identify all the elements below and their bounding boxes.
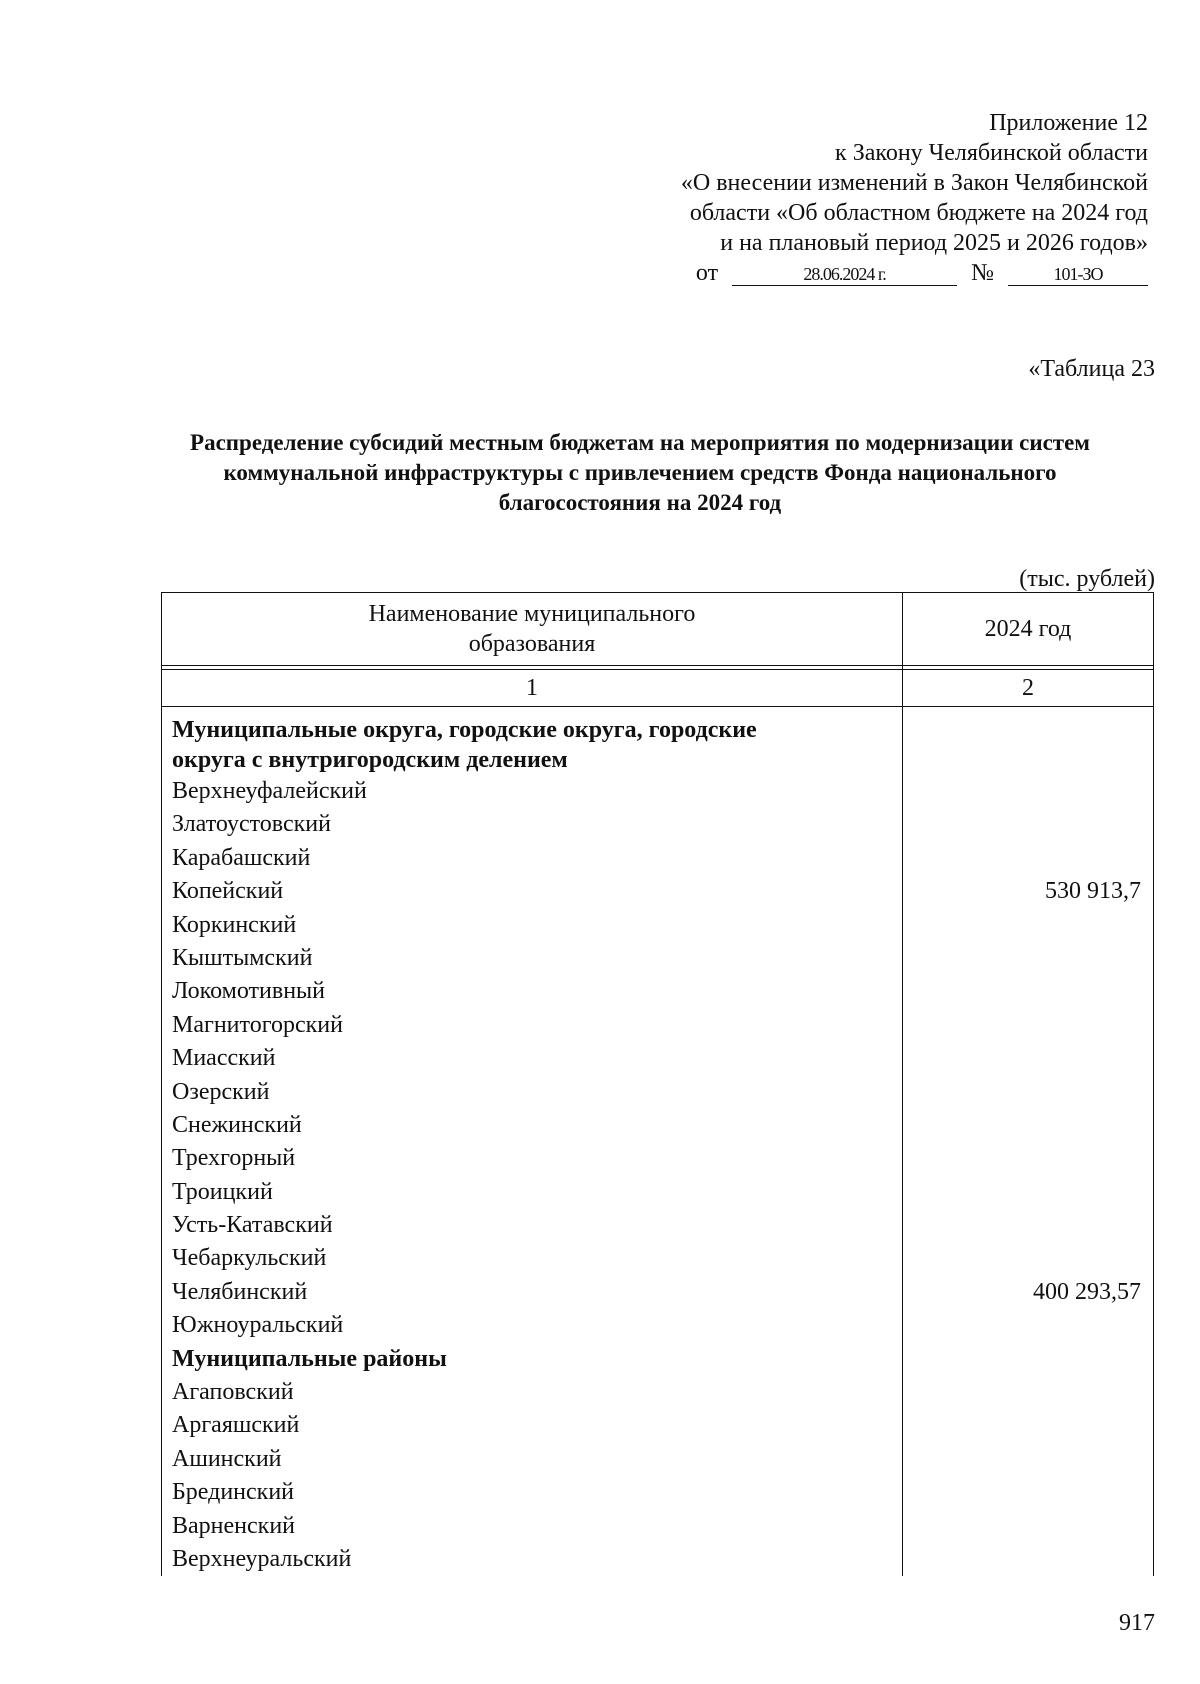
amount-value (903, 1543, 1141, 1576)
amount-value (903, 975, 1141, 1008)
amount-value (903, 1176, 1141, 1209)
amount-value (903, 775, 1141, 808)
table-body-row (162, 707, 1154, 1577)
municipality-name: Кыштымский (172, 944, 313, 971)
amount-column (903, 707, 1154, 1577)
municipality-name: Южноуральский (172, 1312, 344, 1339)
group-spacer (903, 1343, 1141, 1376)
column-number-row (162, 670, 1154, 707)
appendix-line: и на плановый период 2025 и 2026 годов» (720, 230, 1148, 256)
municipality-name: Аргаяшский (172, 1412, 300, 1439)
appendix-line: к Закону Челябинской области (835, 140, 1148, 166)
page-number: 917 (1119, 1610, 1155, 1636)
municipality-name: Трехгорный (172, 1145, 296, 1172)
municipality-name: Усть-Катавский (172, 1212, 333, 1239)
law-date-number-line (588, 258, 1148, 288)
municipality-name: Троицкий (172, 1178, 273, 1205)
amount-value (903, 1242, 1141, 1275)
law-number: 101-ЗО (1008, 263, 1148, 286)
amount-value (903, 1476, 1141, 1509)
amount-value: 400 293,57 (1033, 1278, 1141, 1305)
amount-value: 530 913,7 (1045, 878, 1141, 905)
amount-value (903, 1209, 1141, 1242)
table-header-row (162, 593, 1154, 666)
municipality-name: Верхнеуральский (172, 1545, 352, 1572)
from-label: от (695, 260, 719, 286)
subsidy-table (161, 592, 1154, 1576)
municipality-column (162, 707, 903, 1577)
group-title: Муниципальные районы (172, 1345, 447, 1372)
amount-value (903, 1510, 1141, 1543)
group-spacer (903, 715, 1141, 775)
law-date: 28.06.2024 г. (732, 263, 957, 286)
municipality-name: Агаповский (172, 1379, 294, 1406)
amount-value (903, 1443, 1141, 1476)
amount-value (903, 1142, 1141, 1175)
units-label: (тыс. рублей) (1019, 566, 1155, 592)
table-reference: «Таблица 23 (1028, 356, 1155, 382)
municipality-name: Коркинский (172, 911, 297, 938)
amount-value (903, 909, 1141, 942)
amount-value (903, 942, 1141, 975)
municipality-name: Варненский (172, 1512, 295, 1539)
amount-value (903, 1309, 1141, 1342)
municipality-name: Магнитогорский (172, 1011, 343, 1038)
appendix-block (588, 108, 1148, 288)
header-year: 2024 год (903, 593, 1154, 666)
municipality-name: Верхнеуфалейский (172, 778, 367, 804)
appendix-line: Приложение 12 (989, 110, 1148, 136)
number-label: № (971, 260, 994, 286)
municipality-name: Копейский (172, 878, 284, 905)
municipality-name: Снежинский (172, 1111, 302, 1138)
appendix-line: «О внесении изменений в Закон Челябинской (680, 170, 1148, 196)
column-number-2: 2 (903, 670, 1154, 707)
municipality-name: Златоустовский (172, 811, 331, 838)
municipality-name: Миасский (172, 1045, 276, 1072)
header-municipality (162, 593, 903, 666)
amount-value (903, 1009, 1141, 1042)
amount-value (903, 1076, 1141, 1109)
header-municipality-text: Наименование муниципального образования (368, 601, 696, 657)
municipality-name: Карабашский (172, 844, 311, 871)
amount-value (903, 1376, 1141, 1409)
municipality-name: Челябинский (172, 1278, 308, 1305)
document-title: Распределение субсидий местным бюджетам на мероприятия по модернизации систем коммунальной инфраструктуры с привлечением средств Фонда национального благосостояния на 2024 год (190, 430, 1090, 515)
municipality-name: Озерский (172, 1078, 270, 1105)
municipality-name: Чебаркульский (172, 1245, 327, 1272)
appendix-line: области «Об областном бюджете на 2024 год (689, 200, 1148, 226)
column-number-1: 1 (162, 670, 903, 707)
amount-value (903, 1409, 1141, 1442)
group-title: Муниципальные округа, городские округа, городские округа с внутригородским делением (172, 717, 757, 773)
amount-value (903, 1109, 1141, 1142)
amount-value (903, 842, 1141, 875)
municipality-name: Брединский (172, 1479, 295, 1506)
amount-value (903, 808, 1141, 841)
municipality-name: Ашинский (172, 1445, 282, 1472)
municipality-name: Локомотивный (172, 978, 326, 1005)
amount-value (903, 1042, 1141, 1075)
